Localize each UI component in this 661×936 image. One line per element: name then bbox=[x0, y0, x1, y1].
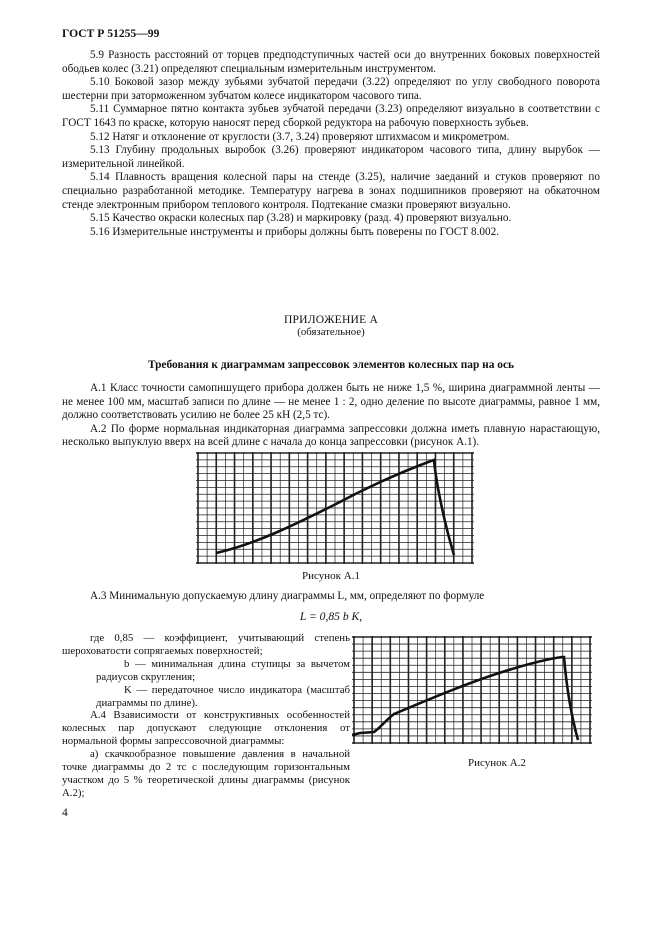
figure-a2-diagram bbox=[352, 636, 592, 744]
appendix-heading: Требования к диаграммам запрессовок элементов колесных пар на ось bbox=[147, 359, 515, 371]
figure-a1-caption: Рисунок А.1 bbox=[302, 570, 360, 582]
formula: L = 0,85 b K, bbox=[299, 610, 363, 623]
b-definition: b — минимальная длина ступицы за вычетом радиусов скругления; bbox=[96, 657, 350, 683]
appendix-paragraphs bbox=[62, 382, 600, 450]
paragraph-a3: А.3 Минимальную допускаемую длину диаграммы L, мм, определяют по формуле bbox=[90, 590, 485, 602]
paragraph-5-12: 5.12 Натяг и отклонение от круглости (3.7, 3.24) проверяют штихмасом и микрометром. bbox=[90, 130, 510, 143]
page-number: 4 bbox=[62, 806, 68, 819]
appendix-title: ПРИЛОЖЕНИЕ А bbox=[283, 313, 379, 326]
paragraph-a3-block bbox=[62, 590, 600, 604]
figure-a2-caption: Рисунок А.2 bbox=[468, 757, 526, 769]
paragraph-a4a: а) скачкообразное повышение давления в начальной точке диаграммы до 2 тс с последующим горизонтальным участком до 5 % теоретической длины диаграммы (рисунок А.2); bbox=[62, 748, 350, 799]
figure-a2-curve bbox=[352, 657, 578, 740]
figure-a1-diagram bbox=[196, 452, 474, 564]
paragraph-5-16: 5.16 Измерительные инструменты и приборы должны быть поверены по ГОСТ 8.002. bbox=[90, 225, 499, 238]
paragraph-5-9: 5.9 Разность расстояний от торцев предподступичных частей оси до внутренних боковых поверхностей ободьев колес (3.21) определяют специальным измерительным инструментом. bbox=[62, 49, 600, 75]
k-definition: K — передаточное число индикатора (масштаб диаграммы по длине). bbox=[96, 683, 350, 709]
paragraph-5-10: 5.10 Боковой зазор между зубьями зубчатой передачи (3.22) определяют по углу свободного поворота шестерни при заторможенном зубчатом колесе индикатором часового типа. bbox=[62, 76, 600, 102]
section-5-paragraphs bbox=[62, 49, 600, 239]
paragraph-a2: А.2 По форме нормальная индикаторная диаграмма запрессовки должна иметь плавную нарастающую, несколько выпуклую вверх на всей длине с начала до конца запрессовки (рисунок А.1). bbox=[62, 422, 600, 449]
left-column bbox=[62, 632, 350, 800]
paragraph-5-15: 5.15 Качество окраски колесных пар (3.28) и маркировку (разд. 4) проверяют визуально. bbox=[90, 212, 512, 225]
paragraph-5-11: 5.11 Суммарное пятно контакта зубьев зубчатой передачи (3.23) определяют визуально в соответствии с ГОСТ 1643 по краске, которую наносят перед сборкой редуктора на рабочую поверхность зубьев. bbox=[62, 103, 600, 129]
where-definition: где 0,85 — коэффициент, учитывающий степень шероховатости сопрягаемых поверхностей; bbox=[62, 632, 350, 657]
paragraph-a4: А.4 Взависимости от конструктивных особенностей колесных пар допускают следующие отклонения от нормальной формы запрессовочной диаграммы: bbox=[62, 709, 350, 748]
appendix-subtitle: (обязательное) bbox=[297, 326, 365, 338]
paragraph-a1: А.1 Класс точности самопишущего прибора должен быть не ниже 1,5 %, ширина диаграммной ленты — не менее 100 мм, масштаб записи по длине — не менее 1 : 2, одно деление по высоте диаграммы, равное 1 мм, должно соответствовать усилию не более 25 кН (2,5 тс). bbox=[62, 382, 600, 422]
paragraph-5-14: 5.14 Плавность вращения колесной пары на стенде (3.25), наличие заеданий и стуков проверяют по специально разработанной методике. Температуру нагрева в зонах подшипников проверяют на обкаточном стенде электронным прибором теплового контроля. Подтекание смазки проверяют визуально. bbox=[62, 171, 600, 211]
document-header: ГОСТ Р 51255—99 bbox=[62, 27, 160, 40]
paragraph-5-13: 5.13 Глубину продольных выробок (3.26) проверяют индикатором часового типа, длину вырубок — измерительной линейкой. bbox=[62, 144, 600, 170]
